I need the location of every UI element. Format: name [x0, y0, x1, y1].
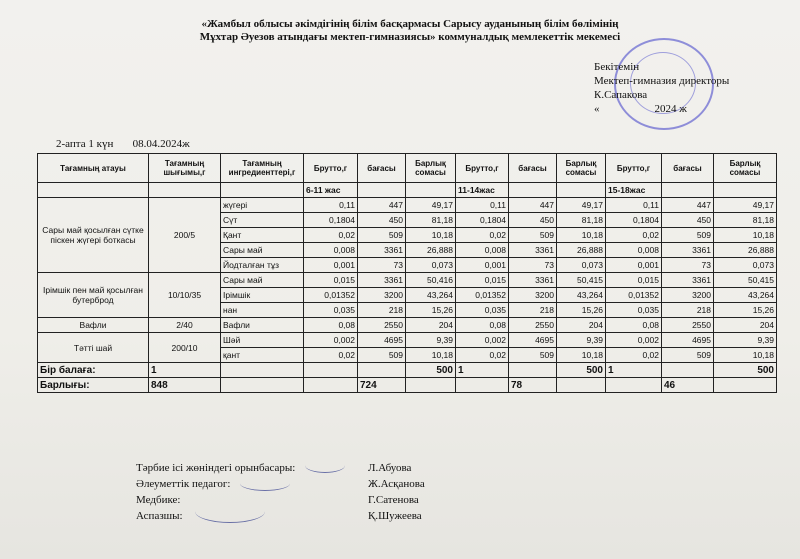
ingredient-gross: 0,002 [304, 333, 358, 348]
col-dish: Тағамның атауы [38, 154, 149, 183]
per-child-sum: 500 [406, 363, 456, 378]
per-child-sum: 500 [557, 363, 606, 378]
ingredient-gross: 0,015 [304, 273, 358, 288]
age-blank [509, 183, 557, 198]
table-row [38, 198, 777, 213]
col-total: Барлық сомасы [714, 154, 777, 183]
ingredient-price: 509 [358, 348, 406, 363]
blank-cell [456, 378, 509, 393]
ingredient-gross: 0,001 [456, 258, 509, 273]
ingredient-sum: 9,39 [406, 333, 456, 348]
blank-cell [714, 378, 777, 393]
approval-name: К.Сапакова [594, 89, 648, 101]
ingredient-gross: 0,11 [304, 198, 358, 213]
ingredient-sum: 81,18 [406, 213, 456, 228]
signature-name: Қ.Шужеева [368, 510, 422, 522]
day-date: 08.04.2024ж [132, 138, 190, 150]
signature-name: Л.Абуова [368, 462, 412, 474]
dish-name: Сары май қосылған сүтке піскен жүгері боткасы [38, 198, 149, 273]
blank-cell [662, 363, 714, 378]
ingredient-gross: 0,008 [304, 243, 358, 258]
ingredient-gross: 0,1804 [606, 213, 662, 228]
ingredient-gross: 0,02 [606, 348, 662, 363]
dish-name: Ірімшік пен май қосылған бутерброд [38, 273, 149, 318]
age-blank [557, 183, 606, 198]
age-blank [662, 183, 714, 198]
ingredient-name: нан [221, 303, 304, 318]
ingredient-sum: 9,39 [714, 333, 777, 348]
ingredient-sum: 10,18 [714, 228, 777, 243]
ingredient-price: 447 [662, 198, 714, 213]
ingredient-sum: 204 [557, 318, 606, 333]
age-blank [406, 183, 456, 198]
col-price: бағасы [358, 154, 406, 183]
approval-position: Мектеп-гимназия директоры [594, 75, 730, 87]
signature-scribble [195, 500, 265, 523]
total-label: Барлығы: [38, 378, 149, 393]
ingredient-gross: 0,01352 [606, 288, 662, 303]
ingredient-sum: 26,888 [714, 243, 777, 258]
ingredient-gross: 0,001 [304, 258, 358, 273]
ingredient-name: Сүт [221, 213, 304, 228]
ingredient-gross: 0,001 [606, 258, 662, 273]
ingredient-sum: 204 [406, 318, 456, 333]
col-total: Барлық сомасы [406, 154, 456, 183]
ingredient-sum: 10,18 [406, 228, 456, 243]
ingredient-price: 218 [662, 303, 714, 318]
per-child-sum: 500 [714, 363, 777, 378]
blank-cell [221, 363, 304, 378]
ingredient-price: 4695 [509, 333, 557, 348]
day-label: 2-апта 1 күн [56, 138, 114, 150]
ingredient-price: 218 [358, 303, 406, 318]
ingredient-gross: 0,015 [456, 273, 509, 288]
ingredient-gross: 0,02 [456, 228, 509, 243]
ingredient-gross: 0,035 [304, 303, 358, 318]
menu-table [37, 153, 777, 393]
per-child-row [38, 363, 777, 378]
ingredient-sum: 0,073 [714, 258, 777, 273]
dish-name: Тәтті шай [38, 333, 149, 363]
ingredient-price: 3200 [358, 288, 406, 303]
approval-title: Бекітемін [594, 61, 640, 73]
dish-output: 10/10/35 [149, 273, 221, 318]
ingredient-sum: 9,39 [557, 333, 606, 348]
ingredient-name: Ірімшік [221, 288, 304, 303]
ingredient-name: Вафли [221, 318, 304, 333]
ingredient-name: жүгері [221, 198, 304, 213]
ingredient-price: 509 [509, 228, 557, 243]
age-blank [221, 183, 304, 198]
ingredient-gross: 0,01352 [304, 288, 358, 303]
blank-cell [221, 378, 304, 393]
age-group-label: 11-14жас [456, 183, 509, 198]
ingredient-price: 450 [509, 213, 557, 228]
ingredient-sum: 0,073 [406, 258, 456, 273]
dish-output: 200/5 [149, 198, 221, 273]
ingredient-price: 3200 [509, 288, 557, 303]
ingredient-sum: 50,415 [714, 273, 777, 288]
ingredient-sum: 204 [714, 318, 777, 333]
signature-role: Медбике: [136, 494, 181, 506]
ingredient-name: Сары май [221, 243, 304, 258]
ingredient-name: қант [221, 348, 304, 363]
ingredient-gross: 0,08 [606, 318, 662, 333]
signature-scribble [305, 458, 345, 473]
ingredient-price: 73 [662, 258, 714, 273]
ingredient-sum: 26,888 [406, 243, 456, 258]
ingredient-sum: 10,18 [406, 348, 456, 363]
ingredient-name: Қант [221, 228, 304, 243]
signature-role: Әлеуметтік педагог: [136, 478, 231, 490]
age-blank [149, 183, 221, 198]
ingredient-gross: 0,11 [456, 198, 509, 213]
ingredient-gross: 0,02 [456, 348, 509, 363]
table-header-row [38, 154, 777, 183]
ingredient-gross: 0,11 [606, 198, 662, 213]
ingredient-price: 447 [509, 198, 557, 213]
ingredient-sum: 50,415 [557, 273, 606, 288]
ingredient-gross: 0,008 [606, 243, 662, 258]
ingredient-price: 3200 [662, 288, 714, 303]
ingredient-price: 509 [509, 348, 557, 363]
ingredient-price: 2550 [662, 318, 714, 333]
ingredient-gross: 0,035 [606, 303, 662, 318]
per-child-count: 1 [606, 363, 662, 378]
ingredient-price: 509 [358, 228, 406, 243]
dish-output: 200/10 [149, 333, 221, 363]
ingredient-price: 218 [509, 303, 557, 318]
ingredient-sum: 15,26 [714, 303, 777, 318]
ingredient-gross: 0,01352 [456, 288, 509, 303]
age-blank [358, 183, 406, 198]
ingredient-name: Йодталған тұз [221, 258, 304, 273]
ingredient-sum: 10,18 [714, 348, 777, 363]
header-line-2: Мұхтар Әуезов атындағы мектеп-гимназиясы» коммуналдық мемлекеттік мекемесі [199, 31, 621, 43]
ingredient-gross: 0,1804 [304, 213, 358, 228]
dish-name: Вафли [38, 318, 149, 333]
ingredient-sum: 10,18 [557, 348, 606, 363]
signature-name: Ж.Асқанова [368, 478, 425, 490]
ingredient-sum: 49,17 [714, 198, 777, 213]
ingredient-sum: 43,264 [406, 288, 456, 303]
blank-cell [557, 378, 606, 393]
ingredient-price: 4695 [662, 333, 714, 348]
ingredient-price: 3361 [509, 273, 557, 288]
ingredient-price: 3361 [358, 273, 406, 288]
ingredient-price: 2550 [358, 318, 406, 333]
total-row [38, 378, 777, 393]
ingredient-gross: 0,02 [304, 228, 358, 243]
ingredient-price: 509 [662, 348, 714, 363]
blank-cell [606, 378, 662, 393]
age-group-label: 6-11 жас [304, 183, 358, 198]
col-gross: Брутто,г [606, 154, 662, 183]
age-row [38, 183, 777, 198]
ingredient-sum: 49,17 [557, 198, 606, 213]
ingredient-gross: 0,08 [456, 318, 509, 333]
ingredient-sum: 10,18 [557, 228, 606, 243]
age-blank [714, 183, 777, 198]
ingredient-price: 509 [662, 228, 714, 243]
ingredient-gross: 0,015 [606, 273, 662, 288]
col-gross: Брутто,г [304, 154, 358, 183]
table-row [38, 333, 777, 348]
total-value: 78 [509, 378, 557, 393]
total-value: 848 [149, 378, 221, 393]
per-child-count: 1 [456, 363, 509, 378]
approval-date: « 2024 ж [594, 103, 687, 115]
per-child-count: 1 [149, 363, 221, 378]
ingredient-price: 73 [509, 258, 557, 273]
col-ingredients: Тағамның ингредиенттері,г [221, 154, 304, 183]
ingredient-name: Шәй [221, 333, 304, 348]
per-child-label: Бір балаға: [38, 363, 149, 378]
blank-cell [406, 378, 456, 393]
col-gross: Брутто,г [456, 154, 509, 183]
ingredient-price: 447 [358, 198, 406, 213]
signature-scribble [240, 476, 290, 491]
total-value: 724 [358, 378, 406, 393]
ingredient-gross: 0,1804 [456, 213, 509, 228]
signature-role: Тәрбие ісі жөніндегі орынбасары: [136, 462, 296, 474]
ingredient-sum: 0,073 [557, 258, 606, 273]
dish-output: 2/40 [149, 318, 221, 333]
ingredient-gross: 0,08 [304, 318, 358, 333]
ingredient-sum: 49,17 [406, 198, 456, 213]
approval-block [594, 60, 729, 116]
signature-role: Аспазшы: [136, 510, 183, 522]
ingredient-price: 3361 [662, 273, 714, 288]
ingredient-sum: 81,18 [714, 213, 777, 228]
col-price: бағасы [509, 154, 557, 183]
blank-cell [509, 363, 557, 378]
ingredient-price: 73 [358, 258, 406, 273]
ingredient-price: 450 [358, 213, 406, 228]
blank-cell [304, 363, 358, 378]
col-output: Тағамның шығымы,г [149, 154, 221, 183]
ingredient-price: 3361 [358, 243, 406, 258]
blank-cell [304, 378, 358, 393]
ingredient-price: 2550 [509, 318, 557, 333]
table-row [38, 273, 777, 288]
ingredient-gross: 0,02 [606, 228, 662, 243]
ingredient-gross: 0,002 [456, 333, 509, 348]
ingredient-price: 3361 [509, 243, 557, 258]
ingredient-gross: 0,02 [304, 348, 358, 363]
ingredient-sum: 15,26 [406, 303, 456, 318]
ingredient-gross: 0,008 [456, 243, 509, 258]
ingredient-gross: 0,002 [606, 333, 662, 348]
ingredient-price: 4695 [358, 333, 406, 348]
ingredient-sum: 26,888 [557, 243, 606, 258]
day-line [56, 138, 190, 150]
ingredient-price: 450 [662, 213, 714, 228]
table-row [38, 318, 777, 333]
ingredient-sum: 81,18 [557, 213, 606, 228]
col-price: бағасы [662, 154, 714, 183]
signature-names [368, 460, 425, 524]
header-line-1: «Жамбыл облысы әкімдігінің білім басқармасы Сарысу ауданының білім бөлімінің [201, 18, 619, 30]
total-value: 46 [662, 378, 714, 393]
ingredient-price: 3361 [662, 243, 714, 258]
age-blank [38, 183, 149, 198]
signature-name: Г.Сатенова [368, 494, 419, 506]
ingredient-sum: 43,264 [714, 288, 777, 303]
ingredient-sum: 43,264 [557, 288, 606, 303]
ingredient-sum: 15,26 [557, 303, 606, 318]
document-header [150, 18, 670, 44]
ingredient-gross: 0,035 [456, 303, 509, 318]
ingredient-sum: 50,416 [406, 273, 456, 288]
age-group-label: 15-18жас [606, 183, 662, 198]
blank-cell [358, 363, 406, 378]
col-total: Барлық сомасы [557, 154, 606, 183]
ingredient-name: Сары май [221, 273, 304, 288]
